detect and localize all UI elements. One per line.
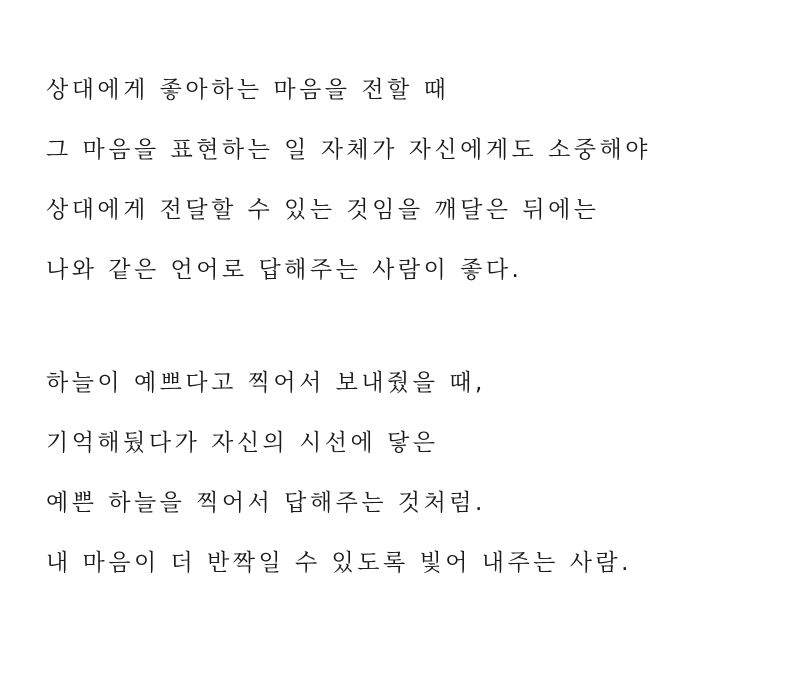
text-line: 그 마음을 표현하는 일 자체가 자신에게도 소중해야 [46, 137, 651, 163]
text-line: 내 마음이 더 반짝일 수 있도록 빛어 내주는 사람. [46, 550, 632, 576]
stanza-1 [46, 75, 651, 285]
text-line: 기억해뒀다가 자신의 시선에 닿은 [46, 430, 439, 456]
text-line: 상대에게 좋아하는 마음을 전할 때 [46, 77, 450, 103]
text-line: 나와 같은 언어로 답해주는 사람이 좋다. [46, 257, 523, 283]
stanza-2 [46, 368, 632, 578]
text-line: 예쁜 하늘을 찍어서 답해주는 것처럼. [46, 490, 486, 516]
text-line: 상대에게 전달할 수 있는 것임을 깨달은 뒤에는 [46, 197, 600, 223]
text-line: 하늘이 예쁘다고 찍어서 보내줬을 때, [46, 370, 486, 396]
